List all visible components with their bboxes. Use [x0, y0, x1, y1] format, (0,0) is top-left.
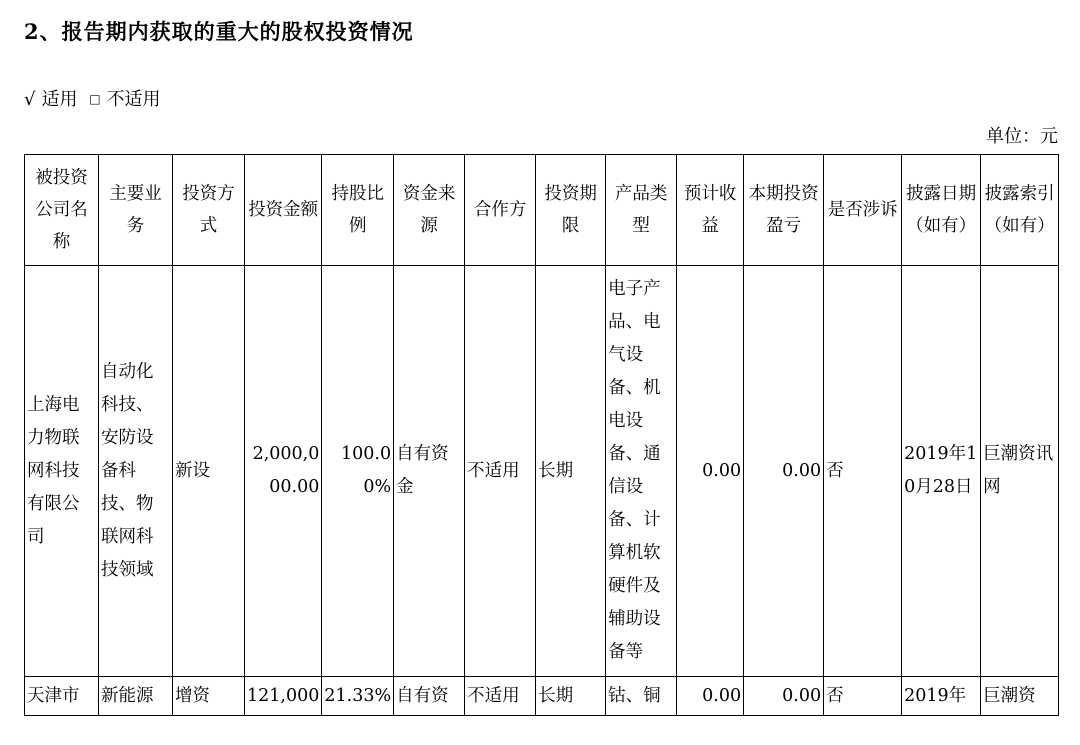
table-row — [25, 266, 1059, 677]
applicability-row — [24, 85, 167, 111]
header-cell: 合作方 — [465, 155, 536, 266]
table-header-row — [25, 155, 1059, 266]
method-cell: 新设 — [173, 266, 245, 677]
header-cell: 预计收益 — [677, 155, 744, 266]
business-cell: 新能源 — [99, 677, 173, 716]
header-cell: 资金来源 — [394, 155, 465, 266]
expected-return-cell: 0.00 — [677, 677, 744, 716]
source-cell: 自有资金 — [394, 266, 465, 677]
pnl-cell: 0.00 — [744, 677, 824, 716]
share-cell: 100.00% — [322, 266, 394, 677]
disclosure-date-cell: 2019年10月28日 — [902, 266, 981, 677]
header-cell: 投资方式 — [173, 155, 245, 266]
amount-cell: 2,000,000.00 — [245, 266, 322, 677]
term-cell: 长期 — [536, 266, 606, 677]
header-cell: 投资期限 — [536, 155, 606, 266]
header-cell: 主要业务 — [99, 155, 173, 266]
disclosure-index-cell: 巨潮资讯网 — [981, 266, 1059, 677]
disclosure-date-cell: 2019年 — [902, 677, 981, 716]
section-heading: 2、报告期内获取的重大的股权投资情况 — [24, 19, 414, 44]
company-cell: 天津市 — [25, 677, 99, 716]
applies-check-icon: √ — [24, 89, 36, 110]
header-cell: 产品类型 — [606, 155, 677, 266]
header-cell: 本期投资盈亏 — [744, 155, 824, 266]
lawsuit-cell: 否 — [824, 266, 902, 677]
equity-investment-table — [24, 154, 1059, 716]
header-cell: 投资金额 — [245, 155, 322, 266]
business-cell: 自动化科技、安防设备科技、物联网科技领域 — [99, 266, 173, 677]
partner-cell: 不适用 — [465, 266, 536, 677]
header-cell: 披露日期（如有） — [902, 155, 981, 266]
share-cell: 21.33% — [322, 677, 394, 716]
method-cell: 增资 — [173, 677, 245, 716]
header-cell: 是否涉诉 — [824, 155, 902, 266]
not-applies-box-icon: □ — [89, 92, 101, 106]
header-cell: 被投资公司名称 — [25, 155, 99, 266]
partner-cell: 不适用 — [465, 677, 536, 716]
product-cell: 钴、铜 — [606, 677, 677, 716]
not-applies-label: 不适用 — [106, 89, 161, 110]
amount-cell: 121,000 — [245, 677, 322, 716]
header-cell: 持股比例 — [322, 155, 394, 266]
company-cell: 上海电力物联网科技有限公司 — [25, 266, 99, 677]
product-cell: 电子产品、电气设备、机电设备、通信设备、计算机软硬件及辅助设备等 — [606, 266, 677, 677]
applies-label: 适用 — [41, 89, 78, 110]
header-cell: 披露索引（如有） — [981, 155, 1059, 266]
disclosure-index-cell: 巨潮资 — [981, 677, 1059, 716]
source-cell: 自有资 — [394, 677, 465, 716]
expected-return-cell: 0.00 — [677, 266, 744, 677]
unit-label: 单位：元 — [986, 126, 1058, 147]
term-cell: 长期 — [536, 677, 606, 716]
pnl-cell: 0.00 — [744, 266, 824, 677]
lawsuit-cell: 否 — [824, 677, 902, 716]
table-row — [25, 677, 1059, 716]
